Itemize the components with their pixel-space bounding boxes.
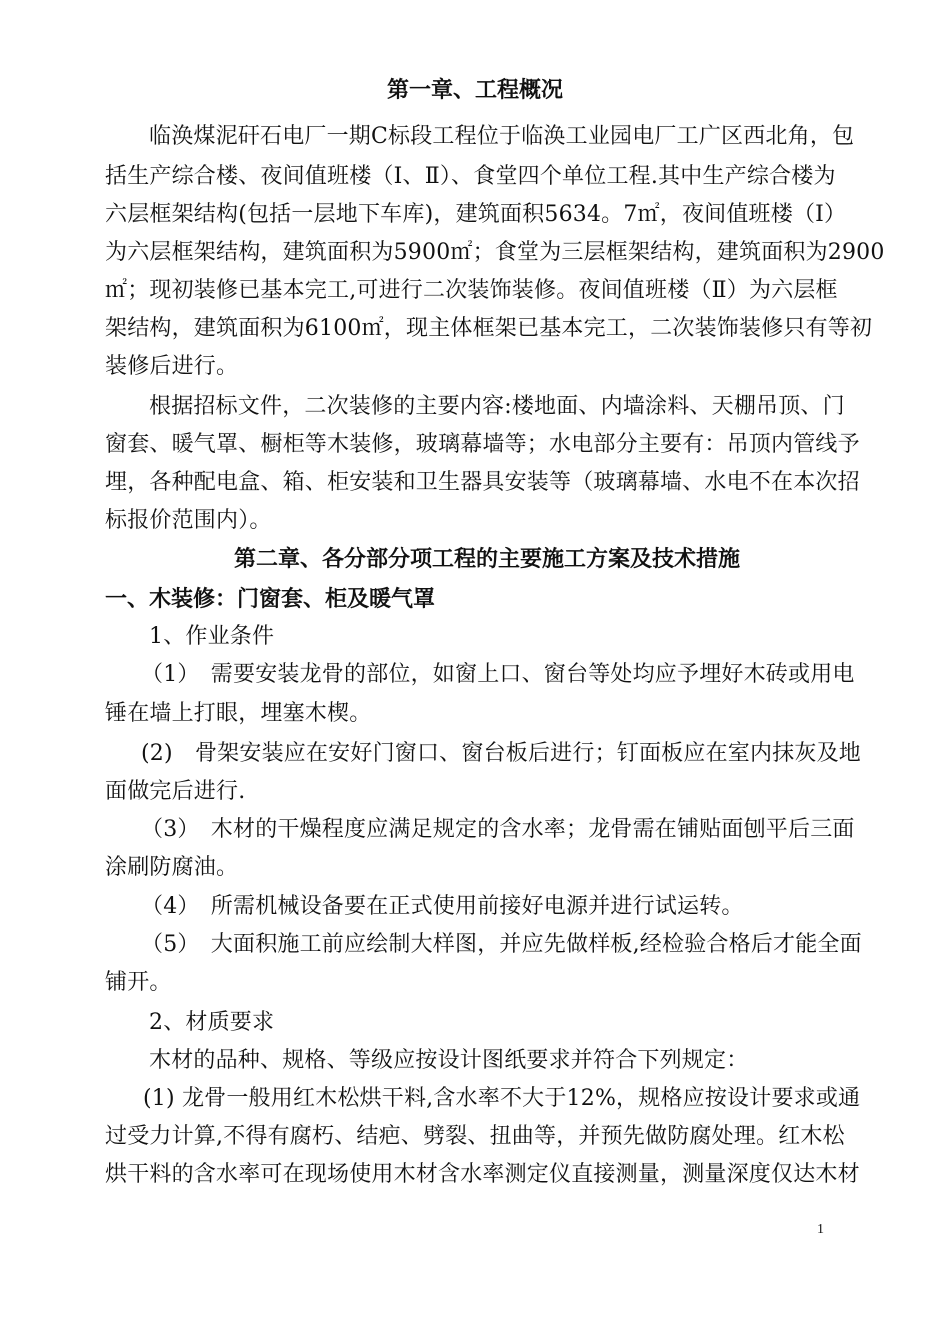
materials-1-line2: 过受力计算,不得有腐朽、结疤、劈裂、扭曲等，并预先做防腐处理。红木松 <box>105 1124 845 1149</box>
condition-1-line2: 锤在墙上打眼，埋塞木楔。 <box>105 701 372 726</box>
chapter1-para1-line1: 临涣煤泥矸石电厂一期C标段工程位于临涣工业园电厂工广区西北角，包 <box>149 124 855 149</box>
condition-5-line2: 铺开。 <box>105 970 172 995</box>
chapter1-para2-line3: 埋，各种配电盒、箱、柜安装和卫生器具安装等（玻璃幕墙、水电不在本次招 <box>105 470 860 495</box>
materials-intro: 木材的品种、规格、等级应按设计图纸要求并符合下列规定： <box>149 1048 749 1073</box>
chapter1-para1-line6: 架结构，建筑面积为6100㎡，现主体框架已基本完工，二次装饰装修只有等初 <box>105 316 873 341</box>
materials-1-line3: 烘干料的含水率可在现场使用木材含水率测定仪直接测量，测量深度仅达木材 <box>105 1162 860 1187</box>
condition-2-line1: (2) 骨架安装应在安好门窗口、窗台板后进行；钉面板应在室内抹灰及地 <box>141 741 861 766</box>
chapter1-para1-line2: 括生产综合楼、夜间值班楼（Ⅰ、Ⅱ）、食堂四个单位工程.其中生产综合楼为 <box>105 164 836 189</box>
chapter1-para1-line4: 为六层框架结构，建筑面积为5900㎡；食堂为三层框架结构，建筑面积为2900 <box>105 240 885 265</box>
condition-3-line2: 涂刷防腐油。 <box>105 855 239 880</box>
materials-1-line1: (1) 龙骨一般用红木松烘干料,含水率不大于12%，规格应按设计要求或通 <box>143 1086 861 1111</box>
page-number: 1 <box>817 1222 824 1237</box>
condition-1-line1: （1） 需要安装龙骨的部位，如窗上口、窗台等处均应予埋好木砖或用电 <box>141 662 855 687</box>
chapter1-para2-line1: 根据招标文件，二次装修的主要内容:楼地面、内墙涂料、天棚吊顶、门 <box>149 394 845 419</box>
sub2-title: 2、材质要求 <box>149 1010 275 1035</box>
chapter1-para1-line5: ㎡；现初装修已基本完工,可进行二次装饰装修。夜间值班楼（Ⅱ）为六层框 <box>105 278 838 303</box>
chapter1-para1-line7: 装修后进行。 <box>105 354 239 379</box>
chapter1-title: 第一章、工程概况 <box>387 77 564 103</box>
chapter1-para2-line2: 窗套、暖气罩、橱柜等木装修，玻璃幕墙等；水电部分主要有：吊顶内管线予 <box>105 432 860 457</box>
section1-title: 一、木装修：门窗套、柜及暖气罩 <box>105 586 436 612</box>
condition-2-line2: 面做完后进行. <box>105 779 246 804</box>
chapter2-title: 第二章、各分部分项工程的主要施工方案及技术措施 <box>234 546 741 572</box>
condition-5-line1: （5） 大面积施工前应绘制大样图，并应先做样板,经检验合格后才能全面 <box>141 932 862 957</box>
sub1-title: 1、作业条件 <box>149 624 275 649</box>
chapter1-para1-line3: 六层框架结构(包括一层地下车库)，建筑面积5634。7㎡，夜间值班楼（Ⅰ） <box>105 202 847 227</box>
condition-4-line1: （4） 所需机械设备要在正式使用前接好电源并进行试运转。 <box>141 894 744 919</box>
chapter1-para2-line4: 标报价范围内）。 <box>105 508 272 533</box>
condition-3-line1: （3） 木材的干燥程度应满足规定的含水率；龙骨需在铺贴面刨平后三面 <box>141 817 855 842</box>
